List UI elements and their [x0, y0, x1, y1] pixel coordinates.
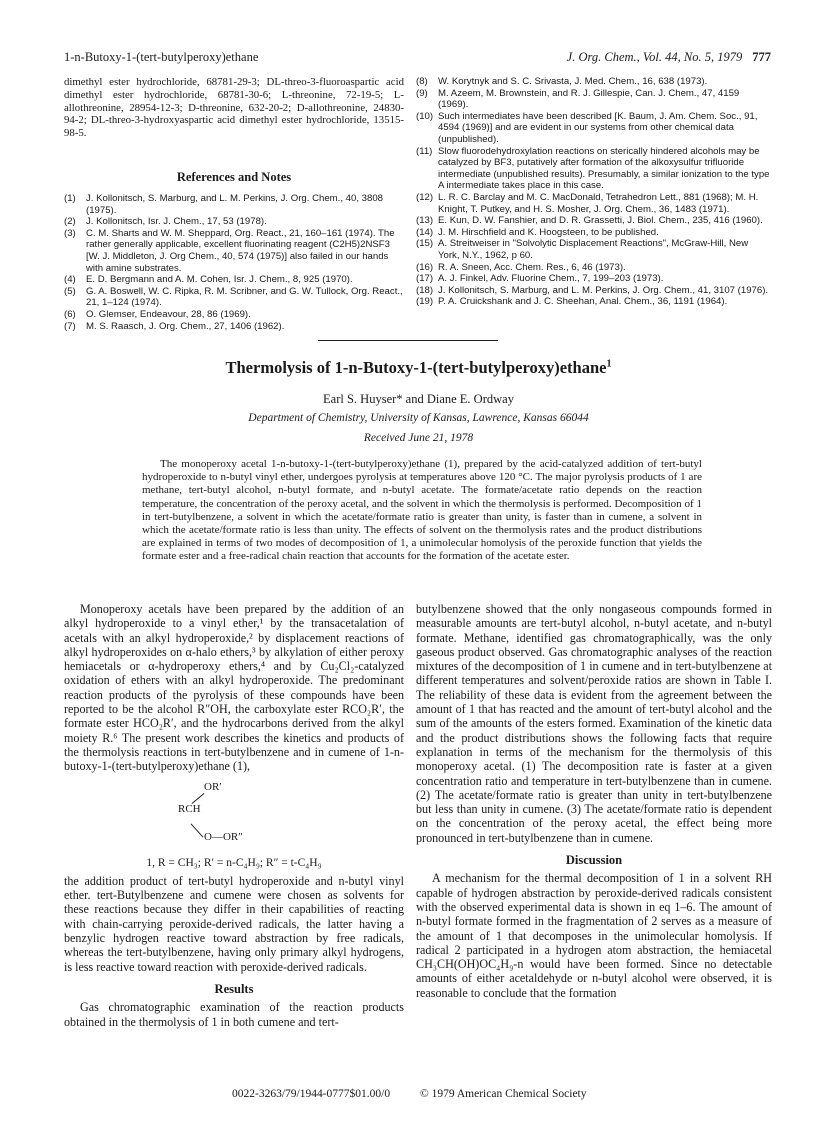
reference-item [416, 227, 772, 239]
reference-item [416, 238, 772, 261]
authors: Earl S. Huyser* and Diane E. Ordway [323, 392, 514, 406]
reference-number: (4) [64, 274, 76, 286]
footer-code: 0022-3263/79/1944-0777$01.00/0 [232, 1088, 391, 1100]
reference-number: (8) [416, 76, 428, 87]
reference-text: P. A. Cruickshank and J. C. Sheehan, Anal. Chem., 36, 1191 (1964). [438, 296, 728, 308]
reference-text: E. Kun, D. W. Fanshier, and D. R. Grassetti, J. Biol. Chem., 235, 416 (1960). [438, 215, 763, 227]
reference-number: (3) [64, 227, 76, 239]
reference-item [416, 296, 772, 308]
struct-bond-lower [191, 823, 204, 837]
affiliation: Department of Chemistry, University of Kansas, Lawrence, Kansas 66044 [248, 412, 589, 424]
page-number: 777 [752, 50, 771, 64]
reference-text: M. Azeem, M. Brownstein, and R. J. Gillespie, Can. J. Chem., 47, 4159 (1969). [438, 87, 740, 111]
solvent-paragraph: the addition product of tert-butyl hydroperoxide and n-butyl vinyl ether. tert-Butylbenzene and cumene were chosen as solvents for these reactions because they differ in their capabilities of reacting with chain-carrying peroxide-derived radicals, the latter having a benzylic hydrogen reactive toward abstraction by free radicals, whereas the tert-butylbenzene, having only primary alkyl hydrogens, is less reactive toward reaction with peroxide-derived radicals. [64, 873, 404, 974]
reference-item [64, 228, 404, 274]
reference-item [416, 285, 772, 297]
references-right [416, 76, 772, 308]
reference-item [64, 193, 404, 216]
structure-diagram [64, 778, 404, 852]
reference-number: (12) [416, 191, 434, 203]
reference-number: (18) [416, 284, 434, 296]
reference-number: (11) [416, 145, 433, 157]
reference-item [416, 146, 772, 192]
reference-item [64, 274, 404, 286]
reference-text: A. Streitweiser in "Solvolytic Displacement Reactions", McGraw-Hill, New York, N.Y., 1962, p 60. [438, 238, 749, 261]
reference-text: R. A. Sneen, Acc. Chem. Res., 6, 46 (1973). [438, 261, 626, 273]
reference-number: (15) [416, 238, 434, 250]
reference-item [416, 262, 772, 274]
received-date: Received June 21, 1978 [363, 432, 474, 444]
previous-article-tail: dimethyl ester hydrochloride, 68781-29-3; DL-threo-3-fluoroaspartic acid dimethyl ester hydrochloride, 68781-30-6; L-threonine, 72-19-5; L-allothreonine, 28954-12-3; D-threonine, 632-20-2; D-allothreonine, 24830-94-2; DL-threo-3-hydroxyaspartic acid dimethyl ester hydrochloride, 13515-98-5. [64, 76, 404, 140]
reference-item [64, 286, 404, 309]
section-divider [318, 340, 498, 341]
reference-number: (1) [64, 193, 76, 204]
reference-text: J. Kollonitsch, Isr. J. Chem., 17, 53 (1978). [86, 216, 267, 228]
discussion-paragraph: A mechanism for the thermal decomposition of 1 in a solvent RH capable of hydrogen abstraction by peroxide-derived radicals consistent with the observed experimental data is shown in eq 1–6. The amount of n-butyl formate formed in the fragmentation of 2 serves as a measure of the amount of 1 that decomposes in the unimolecular homolysis. If radical 2 participated in a hydrogen atom abstraction, the hemiacetal CH₃CH(OH)OC₄H₉-n would have been formed. Since no detectable amounts of either acetaldehyde or n-butyl alcohol were observed, it is reasonable to conclude that the formation [416, 871, 772, 1000]
journal-citation [567, 50, 771, 65]
results-paragraph: Gas chromatographic examination of the reaction products obtained in the thermolysis of 1 in both cumene and tert- [64, 1000, 404, 1029]
reference-number: (7) [64, 320, 76, 332]
structure-caption: 1, R = CH₃; R′ = n-C₄H₉; R″ = t-C₄H₉ [146, 856, 322, 869]
reference-text: J. Kollonitsch, S. Marburg, and L. M. Perkins, J. Org. Chem., 41, 3107 (1976). [438, 284, 769, 296]
reference-item [64, 321, 404, 333]
reference-number: (9) [416, 87, 428, 99]
body-column-left [64, 602, 404, 1029]
reference-text: J. Kollonitsch, S. Marburg, and L. M. Perkins, J. Org. Chem., 40, 3808 (1975). [86, 193, 384, 216]
discussion-heading: Discussion [565, 853, 623, 868]
reference-item [416, 111, 772, 146]
reference-number: (5) [64, 285, 76, 297]
footer-copyright: © 1979 American Chemical Society [420, 1088, 587, 1100]
reference-number: (13) [416, 215, 434, 227]
reference-item [416, 215, 772, 227]
body-column-right [416, 602, 772, 1000]
reference-item [64, 216, 404, 228]
reference-item [416, 273, 772, 285]
references-heading: References and Notes [176, 170, 292, 184]
reference-text: Slow fluorodehydroxylation reactions on sterically hindered alcohols may be catalyzed by BF3, putatively after formation of the alkoxysulfur trifluoride intermediate (unpublished results). Presumably, a similar ionization to the type A intermediate takes place in this case. [438, 145, 770, 192]
reference-number: (10) [416, 110, 434, 122]
reference-text: J. M. Hirschfield and K. Hoogsteen, to be published. [438, 226, 659, 238]
reference-item [416, 192, 772, 215]
reference-text: E. D. Bergmann and A. M. Cohen, Isr. J. Chem., 8, 925 (1970). [86, 274, 353, 286]
struct-rch: RCH [178, 802, 201, 815]
article-title [64, 358, 773, 378]
reference-text: G. A. Boswell, W. C. Ripka, R. M. Scribner, and G. W. Tullock, Org. React., 21, 1–124 (1974). [86, 285, 403, 309]
results-continued-paragraph: butylbenzene showed that the only nongaseous compounds formed in measurable amounts are tert-butyl alcohol, n-butyl acetate, and n-butyl formate. Methane, identified gas chromatographically, was the only gaseous product observed. Gas chromatographic analyses of the reaction mixtures of the decomposition of 1 in cumene and in tert-butylbenzene at different temperatures and solvent/peroxide ratios are shown in Table I. The reliability of these data is evident from the agreement between the amount of 1 that has reacted and the amount of tert-butyl alcohol and the sum of the amounts of the esters formed. Examination of the kinetic data and the product distributions shows the following facts that require explanation in terms of the mechanism for the thermolysis of this monoperoxy acetal. (1) The decomposition rate is faster at a given concentration ratio and temperature in tert-butylbenzene than in cumene. (2) The acetate/formate ratio is greater than unity in tert-butylbenzene but less than unity in cumene. (3) The acetate/formate ratio is dependent on the concentration of the peroxy acetal, the effect being more pronounced in tert-butylbenzene than in cumene. [416, 602, 772, 845]
results-heading: Results [214, 981, 254, 996]
title-footnote-mark: 1 [606, 358, 612, 370]
abstract: The monoperoxy acetal 1-n-butoxy-1-(tert-butylperoxy)ethane (1), prepared by the acid-catalyzed addition of tert-butyl hydroperoxide to n-butyl vinyl ether, undergoes pyrolysis at temperatures above 120 °C. The major pyrolysis products of 1 are methane, tert-butyl alcohol, n-butyl formate, and n-butyl acetate. The formate/acetate ratio depends on the reaction temperature, the concentration of the peroxy acetal, and the solvent in which the thermolysis is performed. Decomposition of 1 in tert-butylbenzene, a solvent in which the acetate/formate ratio is greater than unity, is faster than in cumene, a solvent in which the acetate/formate ratio is less than unity. The effects of solvent on the thermolysis rates and the product distributions are explained in terms of two modes of decomposition of 1, a unimolecular homolysis of the peroxide function that yields the formate ester and a free-radical chain reaction that accounts for the formation of the acetate ester. [142, 458, 702, 563]
reference-text: Such intermediates have been described [K. Baum, J. Am. Chem. Soc., 91, 4594 (1969)] and are evident in our systems from other chemical data (unpublished). [438, 110, 758, 145]
reference-text: A. J. Finkel, Adv. Fluorine Chem., 7, 199–203 (1973). [438, 273, 664, 285]
reference-item [416, 88, 772, 111]
references-left [64, 193, 404, 332]
reference-text: W. Korytnyk and S. C. Srivasta, J. Med. Chem., 16, 638 (1973). [438, 76, 708, 87]
journal-name: J. Org. Chem., Vol. 44, No. 5, 1979 [566, 50, 743, 64]
reference-text: C. M. Sharts and W. M. Sheppard, Org. React., 21, 160–161 (1974). The rather generally applicable, excellent fluorinating reagent (C2H5)2NSF3 [W. J. Middleton, J. Org Chem., 40, 574 (1975)] also failed in our hands with amine substrates. [86, 227, 395, 274]
reference-number: (17) [416, 273, 434, 285]
reference-text: M. S. Raasch, J. Org. Chem., 27, 1406 (1962). [86, 320, 285, 332]
reference-text: O. Glemser, Endeavour, 28, 86 (1969). [86, 308, 251, 320]
struct-or-prime: OR′ [204, 780, 222, 793]
reference-number: (6) [64, 308, 76, 320]
intro-paragraph: Monoperoxy acetals have been prepared by the addition of an alkyl hydroperoxide to a vinyl ether,¹ by the transacetalation of acetals with an alkyl hydroperoxide,² by displacement reactions of alkyl hydroperoxides on α-halo ethers,³ by alkylation of either peroxy hemiacetals or α-hydroperoxy ethers,⁴ and by Cu₂Cl₂-catalyzed oxidation of ethers with an alkyl hydroperoxide. The predominant reaction products of the pyrolysis of these compounds have been reported to be the alcohol R″OH, the carboxylate ester RCO₂R′, the formate ester HCO₂R′, and the hydrocarbons derived from the alkyl moiety R.⁶ The present work describes the kinetics and products of the thermolysis reactions in tert-butylbenzene and in cumene of 1-n-butoxy-1-(tert-butylperoxy)ethane (1), [64, 602, 404, 774]
running-title: 1-n-Butoxy-1-(tert-butylperoxy)ethane [64, 50, 259, 64]
reference-text: L. R. C. Barclay and M. C. MacDonald, Tetrahedron Lett., 881 (1968); M. H. Knight, T. Putkey, and H. S. Mosher, J. Org. Chem., 36, 1483 (1971). [438, 191, 759, 215]
reference-number: (14) [416, 226, 434, 238]
reference-item [416, 76, 772, 88]
reference-item [64, 309, 404, 321]
article-title-text: Thermolysis of 1-n-Butoxy-1-(tert-butylperoxy)ethane [225, 358, 607, 377]
reference-number: (2) [64, 216, 76, 228]
reference-number: (16) [416, 261, 434, 273]
struct-o-or: O—OR″ [204, 830, 243, 843]
reference-number: (19) [416, 296, 434, 308]
